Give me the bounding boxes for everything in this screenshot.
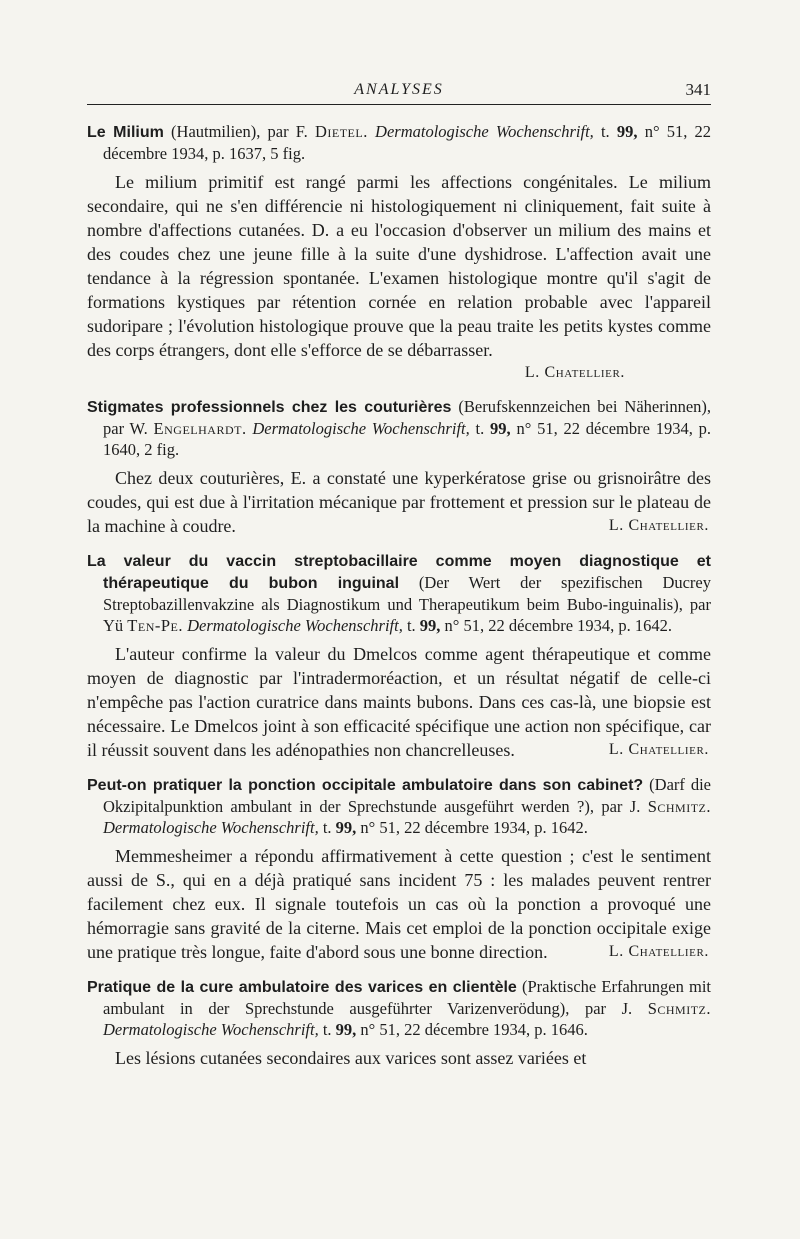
article-header: [87, 774, 711, 838]
article-milium: [87, 121, 711, 384]
article-title: Le Milium: [87, 124, 164, 141]
article-body: Le milium primitif est rangé parmi les affections congénitales. Le milium secondaire, qui ne s'en différencie ni histologiquement ni cliniquement, fait suite à nombre d'affections cutanées. D. a eu l'occasion d'observer un milium des mains et des coudes chez une jeune fille à la suite d'une dyshidrose. L'affection avait une tendance à la régression spontanée. L'examen histologique montre qu'il s'agit de formations kystiques par rétention cornée en relation probable avec l'appareil sudoripare ; l'évolution histologique prouve que la peau traite les petits kystes comme des corps étrangers, dont elle s'efforce de se débarrasser.: [87, 172, 711, 360]
article-subtitle: (Berufskennzeichen bei Näherinnen), par W.: [103, 397, 712, 438]
article-citation: n° 51, 22 décembre 1934, p. 1637, 5 fig.: [103, 122, 712, 163]
article-volume: 99,: [335, 1020, 357, 1039]
article-varices: [87, 976, 711, 1070]
article-body: [87, 466, 711, 538]
article-ponction: [87, 774, 711, 964]
article-header: [87, 550, 711, 636]
article-signature: L. Chatellier.: [608, 741, 709, 758]
article-body: [87, 844, 711, 964]
article-subtitle: (Darf die Okzipitalpunktion ambulant in der Sprechstunde ausgeführt werden ?), par J.: [103, 775, 712, 816]
article-tome-prefix: t.: [322, 1020, 332, 1039]
article-subtitle: (Hautmilien), par F.: [171, 122, 308, 141]
article-body: Les lésions cutanées secondaires aux varices sont assez variées et: [115, 1048, 587, 1068]
article-body-text: Memmesheimer a répondu affirmativement à cette question ; c'est le sentiment aussi de S., qui en a déjà pratiqué sans incident 75 : les malades peuvent rentrer facilement chez eux. Il signale toutefois un cas où la ponction a provoqué une hémorragie sans gravité de la citerne. Mais cet emploi de la ponction occipitale exige une pratique très longue, faite d'abord sous une bonne direction.: [87, 846, 711, 962]
article-author: Ten-Pe.: [127, 616, 183, 635]
article-author: Schmitz.: [647, 999, 711, 1018]
article-citation: n° 51, 22 décembre 1934, p. 1646.: [360, 1020, 588, 1039]
article-journal: Dermatologische Wochenschrift,: [103, 1020, 319, 1039]
article-stigmates: [87, 396, 711, 538]
article-journal: Dermatologische Wochenschrift,: [252, 419, 470, 438]
article-tome-prefix: t.: [406, 616, 416, 635]
article-author: Dietel.: [314, 122, 368, 141]
article-volume: 99,: [419, 616, 441, 635]
article-tome-prefix: t.: [322, 818, 332, 837]
article-title: Pratique de la cure ambulatoire des varices en clientèle: [87, 979, 517, 996]
article-citation: n° 51, 22 décembre 1934, p. 1640, 2 fig.: [103, 419, 712, 459]
article-vaccin: [87, 550, 711, 762]
article-volume: 99,: [490, 419, 511, 438]
article-title: Stigmates professionnels chez les couturières: [87, 399, 452, 416]
article-body-text: L'auteur confirme la valeur du Dmelcos comme agent thérapeutique et comme moyen de diagnostic par l'intradermoréaction, et un résultat négatif de celle-ci n'empêche pas l'action curatrice dans maints bubons. Dans ces cas-là, une biopsie est nécessaire. Le Dmelcos joint à son efficacité spécifique une action non spécifique, car il réussit souvent dans les adénopathies non chancrelleuses.: [87, 644, 711, 760]
article-journal: Dermatologische Wochenschrift,: [103, 818, 319, 837]
article-citation: n° 51, 22 décembre 1934, p. 1642.: [444, 616, 673, 635]
page-number: 341: [685, 80, 711, 99]
article-citation: n° 51, 22 décembre 1934, p. 1642.: [360, 818, 588, 837]
page: [87, 78, 711, 1082]
article-header: [87, 976, 711, 1040]
running-title: ANALYSES: [354, 81, 444, 98]
article-tome-prefix: t.: [600, 122, 610, 141]
header-rule: [87, 104, 711, 105]
article-author: Engelhardt.: [153, 419, 247, 438]
article-title: La valeur du vaccin streptobacillaire comme moyen diagnostique et thérapeutique du bubon inguinal: [87, 553, 711, 592]
article-header: [87, 396, 711, 460]
article-signature: L. Chatellier.: [608, 943, 709, 960]
article-tome-prefix: t.: [475, 419, 485, 438]
article-header: [87, 121, 711, 164]
article-body-text: Chez deux couturières, E. a constaté une kyperkératose grise ou grisnoirâtre des coudes, qui est due à l'irritation mécanique par frottement et pression sur le plateau de la machine à coudre.: [87, 468, 711, 536]
article-subtitle: (Praktische Erfahrungen mit ambulant in der Sprechstunde ausgeführter Varizenverödung), par J.: [103, 977, 711, 1018]
article-author: Schmitz.: [647, 797, 712, 816]
article-title: Peut-on pratiquer la ponction occipitale ambulatoire dans son cabinet?: [87, 777, 644, 794]
article-body: [87, 642, 711, 762]
article-volume: 99,: [616, 122, 638, 141]
article-journal: Dermatologische Wochenschrift,: [187, 616, 403, 635]
article-signature: L. Chatellier.: [608, 517, 709, 534]
article-journal: Dermatologische Wochenschrift,: [375, 122, 594, 141]
article-volume: 99,: [335, 818, 357, 837]
article-signature: L. Chatellier.: [524, 364, 625, 381]
running-head: [87, 78, 711, 104]
article-subtitle: (Der Wert der spezifischen Ducrey Streptobazillenvakzine als Diagnostikum und Therapeutikum beim Bubo-inguinalis), par Yü: [103, 573, 712, 635]
